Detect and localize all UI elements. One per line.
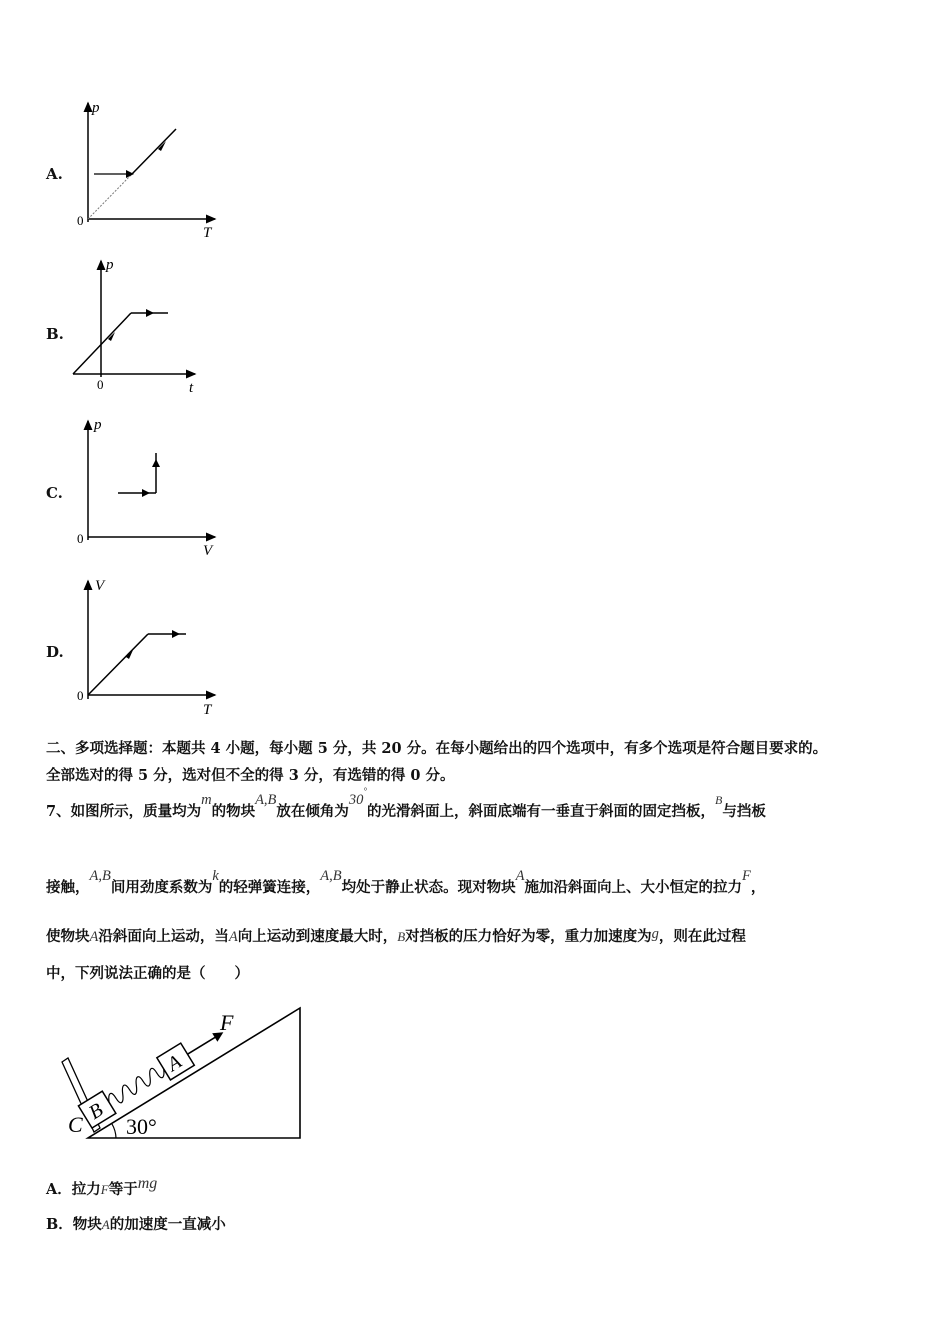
var-ab-2: A,B bbox=[89, 868, 111, 884]
option-d-x-label: T bbox=[203, 702, 212, 718]
q2-part-a: 接触， bbox=[46, 879, 90, 896]
section-heading-line1: 二、多项选择题：本题共 4 小题，每小题 5 分，共 20 分。在每小题给出的四个选项中，有多个选项是符合题目要求的。 bbox=[46, 740, 828, 757]
var-a-2: A bbox=[89, 929, 99, 945]
angle-value: 30 bbox=[348, 792, 364, 808]
option-c-label: C. bbox=[46, 484, 63, 502]
q3-part-a: 使物块 bbox=[46, 928, 90, 945]
answer-b-label: B． bbox=[46, 1216, 73, 1233]
answer-a[interactable] bbox=[46, 1175, 158, 1199]
option-b-label: B. bbox=[46, 325, 64, 343]
answer-b-text1: 物块 bbox=[72, 1216, 102, 1233]
var-a-3: A bbox=[228, 929, 238, 945]
degree-sign: ° bbox=[363, 786, 368, 796]
var-b-2: B bbox=[397, 929, 406, 944]
var-ab-3: A,B bbox=[320, 868, 342, 884]
q3-part-e: ，则在此过程 bbox=[658, 928, 746, 945]
var-ab-1: A,B bbox=[255, 792, 277, 808]
option-a-y-label: p bbox=[92, 100, 100, 116]
option-c-x-label: V bbox=[203, 543, 213, 559]
block-a-label: A bbox=[163, 1050, 186, 1076]
var-b-1: B bbox=[715, 793, 723, 807]
option-b-x-label: t bbox=[189, 380, 194, 396]
angle-label: 30° bbox=[126, 1114, 157, 1139]
option-d-graph bbox=[70, 575, 230, 720]
option-d-y-label: V bbox=[95, 578, 105, 594]
q3-part-d: 对挡板的压力恰好为零，重力加速度为 bbox=[405, 928, 652, 945]
var-f: F bbox=[741, 868, 751, 884]
q2-part-f: ， bbox=[750, 879, 766, 896]
var-k: k bbox=[212, 868, 219, 884]
option-a-origin: 0 bbox=[77, 213, 84, 228]
point-c-label: C bbox=[68, 1112, 83, 1137]
var-m: m bbox=[201, 792, 212, 808]
q3-part-c: 向上运动到速度最大时， bbox=[237, 928, 398, 945]
q1-part-d: 的光滑斜面上，斜面底端有一垂直于斜面的固定挡板， bbox=[367, 803, 716, 820]
q2-part-e: 施加沿斜面向上、大小恒定的拉力 bbox=[524, 879, 742, 896]
q2-part-d: 均处于静止状态。现对物块 bbox=[341, 879, 516, 896]
option-a-label: A. bbox=[46, 165, 63, 183]
question-line-4: 中，下列说法正确的是（ ） bbox=[46, 965, 249, 982]
option-a-graph bbox=[70, 95, 230, 245]
question-line-2 bbox=[46, 868, 766, 897]
block-b-label: B bbox=[85, 1098, 108, 1125]
answer-a-label: A． bbox=[46, 1181, 72, 1198]
option-d-origin: 0 bbox=[77, 688, 84, 703]
q1-part-a: 7、如图所示，质量均为 bbox=[46, 803, 202, 820]
incline-figure bbox=[60, 1000, 320, 1150]
answer-a-var: F bbox=[100, 1182, 109, 1197]
option-c-y-label: p bbox=[94, 417, 102, 433]
option-a-x-label: T bbox=[203, 225, 212, 241]
option-b-graph bbox=[70, 255, 230, 400]
option-b-y-label: p bbox=[106, 257, 114, 273]
answer-b[interactable] bbox=[46, 1213, 226, 1234]
option-c-graph bbox=[70, 415, 230, 560]
var-a-1: A bbox=[515, 868, 525, 884]
q1-part-c: 放在倾角为 bbox=[276, 803, 349, 820]
answer-b-text2: 的加速度一直减小 bbox=[109, 1216, 226, 1233]
q1-part-b: 的物块 bbox=[211, 803, 256, 820]
question-line-1 bbox=[46, 786, 766, 821]
q3-part-b: 沿斜面向上运动，当 bbox=[98, 928, 229, 945]
answer-a-text1: 拉力 bbox=[71, 1181, 101, 1198]
var-g: g bbox=[651, 926, 659, 942]
force-label: F bbox=[220, 1010, 234, 1035]
q2-part-c: 的轻弹簧连接， bbox=[218, 879, 321, 896]
option-b-origin: 0 bbox=[97, 377, 104, 392]
answer-a-text2: 等于 bbox=[108, 1181, 138, 1198]
q1-part-e: 与挡板 bbox=[722, 803, 766, 820]
answer-b-var: A bbox=[101, 1217, 110, 1232]
q2-part-b: 间用劲度系数为 bbox=[110, 879, 213, 896]
option-d-label: D. bbox=[46, 643, 64, 661]
angle-30 bbox=[348, 786, 368, 808]
section-heading-line2: 全部选对的得 5 分，选对但不全的得 3 分，有选错的得 0 分。 bbox=[46, 767, 455, 784]
option-c-origin: 0 bbox=[77, 531, 84, 546]
question-line-3 bbox=[46, 925, 746, 946]
answer-a-expr: mg bbox=[137, 1175, 158, 1192]
